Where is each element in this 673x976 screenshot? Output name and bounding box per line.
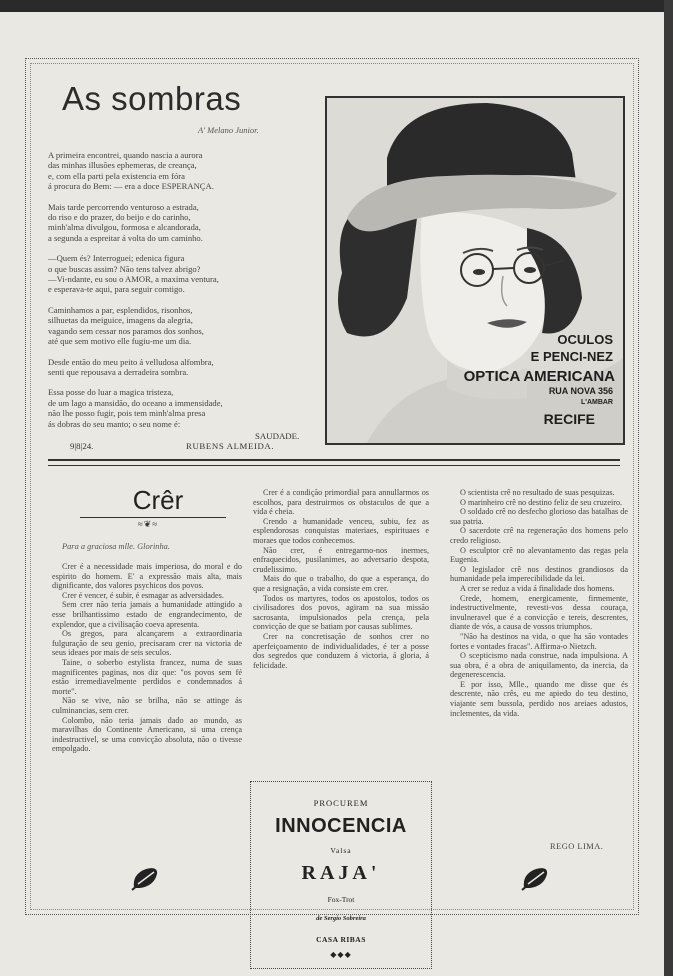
poem-line: senti que repousava a derradeira sombra. [48, 366, 189, 377]
paragraph: Colombo, não teria jamais dado ao mundo, as maravilhas do Continente Americano, si uma crença indestructivel, se uma convicção absoluta, não o tivesse empolgado. [52, 715, 242, 754]
paragraph: O sacerdote crê na regeneração dos homens pelo credo religioso. [450, 526, 628, 545]
poem-line: ás dobras do seu manto; o seu nome é: [48, 418, 181, 429]
paragraph: O esculptor crê no alevantamento das regas pela Eugenia. [450, 545, 628, 565]
article-column-3 [450, 488, 628, 718]
poem-line: vagando sem cessar nos paramos dos sonhos, [48, 325, 204, 336]
poem-stanza [48, 387, 312, 429]
paragraph: Sem crer não teria jamais a humanidade attingido a esse brilhantissimo estado de engrandecimento, de explendor, que a civilisação coeva apresenta. [52, 600, 242, 629]
page-binding-edge [664, 0, 673, 976]
ad-pencinez-label: E PENCI-NEZ [530, 349, 613, 364]
poem-line: de um lago a mansidão, do oceano a immensidade, [48, 397, 223, 408]
poem-line: do riso e do prazer, do beijo e do carinho, [48, 212, 191, 223]
poem-stanza [48, 150, 312, 192]
paragraph: Todos os martyres, todos os apostolos, todos os civilisadores dos povos, agiram na sua missão sacrosanta, impulsionados pela crença, pela convicção de que se batiam por causas sublimes. [253, 593, 429, 632]
poem-stanza [48, 202, 312, 244]
ad-maker: L'AMBAR [581, 399, 613, 406]
paragraph: Crendo a humanidade venceu, subiu, fez as esplendorosas conquistas materiaes, espirituaes e moraes que todos conhecemos. [253, 516, 429, 545]
optica-advertisement [325, 96, 625, 445]
poem-body [48, 150, 312, 439]
ad-address: RUA NOVA 356 [548, 386, 613, 396]
paragraph: Os gregos, para alcançarem a extraordinaria fulguração de seu genio, precisaram crer na victoria de seus ideaes por mais de seis seculos. [52, 629, 242, 658]
poem-date: 9|8|24. [70, 441, 94, 451]
leaf-ornament-icon [130, 866, 160, 892]
ad-city: RECIFE [543, 411, 595, 427]
paragraph: O scientista crê no resultado de suas pesquizas. [460, 488, 615, 497]
poem-line: Mais tarde percorrendo venturoso a estrada, [48, 201, 199, 212]
ad2-store: CASA RIBAS [316, 935, 366, 944]
article-column-2 [253, 488, 429, 670]
poem-line: não lhe posso fugir, pois tem minh'alma presa [48, 408, 206, 419]
poem-line: —Quem és? Interroguei; edenica figura [48, 253, 185, 264]
poem-line: e esperava-te aqui, para seguir comtigo. [48, 284, 185, 295]
ad2-genre-2: Fox-Trot [327, 895, 355, 904]
article-column-1 [52, 562, 242, 754]
poem-line: a segunda a espreitar á volta do um caminho. [48, 232, 203, 243]
paragraph: Não se vive, não se brilha, não se attinge ás culminancias, sem crer. [52, 696, 242, 715]
paragraph: Crer é a necessidade mais imperiosa, do moral e do espirito do homem. E' a expressão mais alta, mais dignificante, dos valores psychicos dos povos. [52, 562, 242, 591]
poem-line: —Vi-ndante, eu sou o AMOR, a maxima ventura, [48, 274, 219, 285]
paragraph: E por isso, Mlle., quando me disse que és descrente, não crês, eu me apiedo do teu destino, viajante sem bussola, perdido nos areiaes adustos, inclementes, da vida. [450, 679, 628, 718]
ad-oculos-label: OCULOS [557, 332, 613, 347]
ad2-song-title-2: RAJA' [301, 862, 381, 884]
paragraph: O marinheiro crê no destino feliz de seu cruzeiro. [460, 497, 623, 507]
paragraph: "Não ha destinos na vida, o que ha são vontades fortes e vontades fracas". Affirma-o Nietzch. [450, 631, 628, 651]
poem-dedication: A' Melano Junior. [198, 125, 259, 135]
poem-line: das minhas illusões ephemeras, de creança, [48, 160, 197, 171]
leaf-ornament-icon [520, 866, 550, 892]
paragraph: Não crer, é entregarmo-nos inermes, enfraquecidos, pusilanimes, ao adversario despota, crudelissimo. [253, 545, 429, 574]
section-divider [48, 459, 620, 466]
title-ornament: ≈❦≈ [137, 519, 159, 529]
poem-line: A primeira encontrei, quando nascia a aurora [48, 150, 203, 160]
poem-author: RUBENS ALMEIDA. [186, 441, 275, 451]
ad2-composer: de Sergio Sobreira [316, 915, 366, 922]
poem-line: o que buscas assim? Não tens talvez abrigo? [48, 263, 201, 274]
poem-line: e, com ella parti pela existencia em fóra [48, 170, 185, 181]
poem-stanza [48, 357, 312, 378]
paragraph: A crer se reduz a vida á finalidade dos homens. [460, 583, 615, 593]
paragraph: O legislador crê nos destinos grandiosos da humanidade pela imperecibilidade da lei. [450, 564, 628, 584]
article-author: REGO LIMA. [550, 842, 604, 851]
paragraph: Crede, homem, energicamente, firmemente, indestructivelmente, revesti-vos dessa couraça, invulneravel que é a convicção e tereis, descrentes, diante de vós, a causa de vossos triumphos. [450, 593, 628, 632]
paragraph: O scepticismo nada construe, nada impulsiona. A sua obra, é a obra de aniquilamento, da inercia, da degenerescencia. [450, 651, 628, 680]
ad2-genre-1: Valsa [330, 846, 352, 855]
article-dedication: Para a graciosa mlle. Glorinha. [62, 542, 170, 551]
paragraph: Crer é vencer, é subir, é esmagar as adversidades. [62, 590, 224, 600]
ad2-ornament: ◆◆◆ [330, 950, 352, 959]
paragraph: Mais do que o trabalho, do que a esperança, do que a resignação, a vida consiste em crer. [253, 574, 429, 593]
paragraph: Crer é a condição primordial para annullarmos os escolhos, para destruirmos os obstaculos de que a vida é cheia. [253, 488, 429, 517]
poem-line: Desde então do meu peito á velludosa alfombra, [48, 356, 214, 367]
poem-title: As sombras [62, 80, 242, 117]
paragraph: Taine, o soberbo estylista francez, numa de suas magnificentes paginas, nos diz que: "os povos sem fé estão irremediavelmente perdidos e condemnados á morte". [52, 657, 242, 696]
article-title: Crêr [132, 485, 184, 515]
poem-line: até que sem motivo elle fugiu-me um dia. [48, 336, 192, 347]
poem-line: minh'alma divulgou, formosa e alcandorada, [48, 222, 201, 233]
ad-store-name: OPTICA AMERICANA [463, 368, 615, 385]
ad2-procurem: PROCUREM [313, 798, 369, 808]
paragraph: Crer na concretisação de sonhos crer no aperfeiçoamento de individualidades, é ter a posse dos segredos que conduzem á victoria, á gloria, á felicidade. [253, 631, 429, 670]
paragraph: O soldado crê no desfecho glorioso das batalhas de sua patria. [450, 507, 628, 526]
poem-line: á procura do Bem: — era a doce ESPERANÇA. [48, 181, 214, 192]
poem-line: Caminhamos a par, esplendidos, risonhos, [48, 304, 193, 315]
poem-stanza [48, 253, 312, 295]
ad2-song-title-1: INNOCENCIA [275, 815, 407, 837]
poem-stanza [48, 305, 312, 347]
music-advertisement [250, 781, 432, 969]
poem-line: silhuetas da meiguice, imagens da alegria, [48, 315, 193, 326]
title-rule [80, 517, 226, 518]
poem-line: Essa posse do luar a magica tristeza, [48, 387, 174, 398]
poem-closing-word: SAUDADE. [255, 431, 300, 441]
